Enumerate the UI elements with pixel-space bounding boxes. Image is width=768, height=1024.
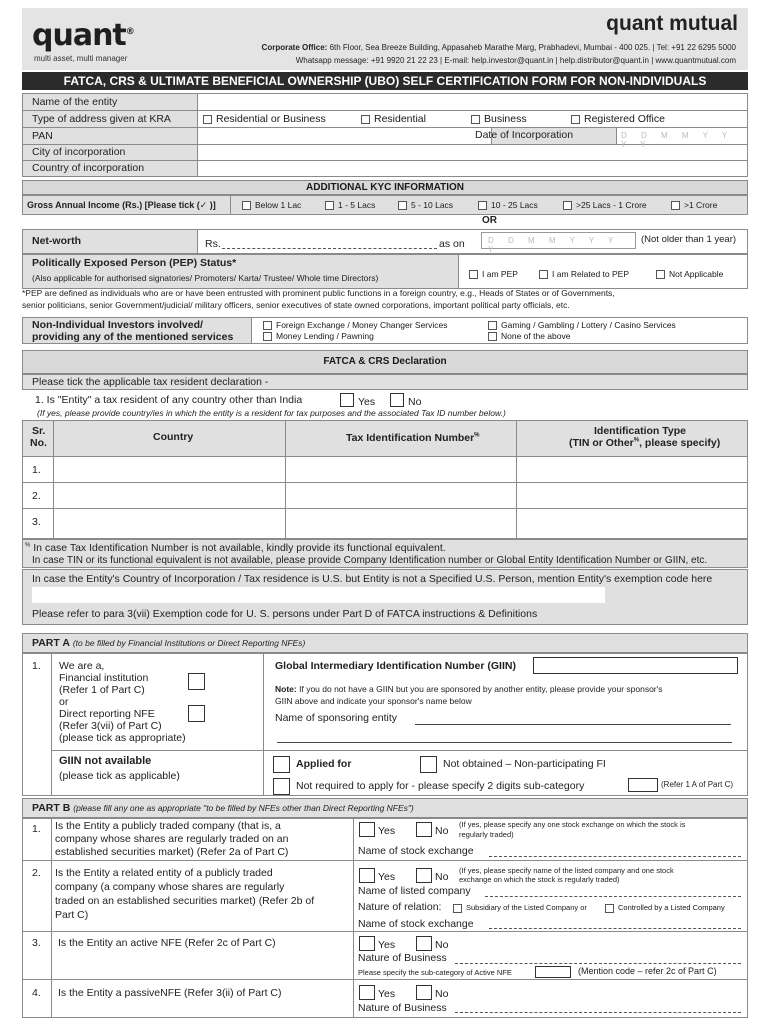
brand-name: quant mutual bbox=[606, 12, 738, 35]
giin-na-sub: (please tick as applicable) bbox=[59, 770, 180, 782]
part-b-q3-text: Is the Entity an active NFE (Refer 2c of Part C) bbox=[58, 937, 276, 949]
exemption-code-input[interactable] bbox=[32, 587, 605, 603]
income-below-1-lac[interactable]: Below 1 Lac bbox=[242, 200, 301, 210]
checkbox[interactable] bbox=[263, 321, 272, 330]
q3-no-checkbox[interactable] bbox=[416, 936, 432, 951]
q2-listed-company-label: Name of listed company bbox=[358, 885, 471, 897]
income-above-1-crore[interactable]: >1 Crore bbox=[671, 200, 717, 210]
not-obtained-label: Not obtained – Non-participating FI bbox=[443, 758, 606, 770]
income-1-5-lacs[interactable]: 1 - 5 Lacs bbox=[325, 200, 375, 210]
col-no: No. bbox=[30, 437, 47, 449]
checkbox[interactable] bbox=[398, 201, 407, 210]
or-label: or bbox=[59, 696, 69, 708]
q4-business-input[interactable] bbox=[455, 1012, 741, 1013]
q1-no-checkbox[interactable] bbox=[416, 822, 432, 837]
part-b-title: PART B (please fill any one as appropriate "to be filled by NFEs other than Direct Reporting NFEs") bbox=[32, 802, 414, 814]
or-separator: OR bbox=[482, 215, 497, 226]
q2-no-label: No bbox=[435, 871, 449, 883]
q2-yes-label: Yes bbox=[378, 871, 396, 883]
address-type-label: Type of address given at KRA bbox=[32, 113, 171, 125]
q3-business-input[interactable] bbox=[455, 963, 741, 964]
city-input[interactable] bbox=[199, 145, 745, 160]
drnfe-label: Direct reporting NFE bbox=[59, 708, 155, 720]
q1-yes-checkbox[interactable] bbox=[359, 822, 375, 837]
q4-no-label: No bbox=[435, 988, 449, 1000]
pep-option-related[interactable]: I am Related to PEP bbox=[539, 269, 629, 279]
checkbox[interactable] bbox=[571, 115, 580, 124]
networth-date-input[interactable]: D D M M Y Y Y Y bbox=[481, 232, 636, 249]
fatca-instruction-row bbox=[22, 374, 748, 390]
part-b-q2-line-3: traded on an established securities market) (Refer 2b of bbox=[55, 895, 315, 907]
header bbox=[22, 8, 748, 70]
services-row bbox=[22, 317, 748, 344]
col-country: Country bbox=[153, 431, 194, 443]
drnfe-checkbox[interactable] bbox=[188, 705, 205, 722]
relation-controlled[interactable]: Controlled by a Listed Company bbox=[605, 903, 725, 913]
q2-no-checkbox[interactable] bbox=[416, 868, 432, 883]
q2-yes-checkbox[interactable] bbox=[359, 868, 375, 883]
part-b-q3-num: 3. bbox=[32, 937, 41, 949]
applied-for-label: Applied for bbox=[296, 758, 352, 770]
fi-checkbox[interactable] bbox=[188, 673, 205, 690]
col-tin: Tax Identification Number% bbox=[346, 432, 480, 444]
part-b-q4-num: 4. bbox=[32, 987, 41, 999]
sponsor-input[interactable] bbox=[415, 724, 731, 725]
part-b-q2-line-2: company (a company whose shares are regularly bbox=[55, 881, 285, 893]
tin-footnote-1: % In case Tax Identification Number is not available, kindly provide its functional equivalent. bbox=[25, 542, 446, 554]
tax-resident-question: 1. Is "Entity" a tax resident of any country other than India bbox=[35, 394, 303, 406]
q4-yes-label: Yes bbox=[378, 988, 396, 1000]
checkbox[interactable] bbox=[656, 270, 665, 279]
tax-resident-no-checkbox[interactable] bbox=[390, 393, 404, 407]
we-are: We are a, bbox=[59, 660, 105, 672]
pep-definition-1: *PEP are defined as individuals who are or have been entrusted with prominent public functions in a foreign country, e.g., Heads of States or of Governments, bbox=[22, 288, 615, 298]
fatca-instruction: Please tick the applicable tax resident declaration - bbox=[32, 376, 269, 388]
kyc-heading: ADDITIONAL KYC INFORMATION bbox=[22, 180, 748, 195]
networth-row bbox=[22, 229, 748, 254]
service-gaming[interactable]: Gaming / Gambling / Lottery / Casino Services bbox=[488, 320, 676, 330]
part-b-q2-num: 2. bbox=[32, 867, 41, 879]
networth-amount-input[interactable] bbox=[222, 248, 437, 249]
col-id-type-sub: (TIN or Other%, please specify) bbox=[569, 437, 721, 449]
service-money-lending[interactable]: Money Lending / Pawning bbox=[263, 331, 374, 341]
checkbox[interactable] bbox=[469, 270, 478, 279]
part-b-q2-line-1: Is the Entity a related entity of a publicly traded bbox=[55, 867, 273, 879]
q2-stock-exchange-label: Name of stock exchange bbox=[358, 918, 474, 930]
entity-name-input[interactable] bbox=[199, 95, 745, 109]
checkbox[interactable] bbox=[471, 115, 480, 124]
tax-resident-yes-checkbox[interactable] bbox=[340, 393, 354, 407]
q2-relation-label: Nature of relation: bbox=[358, 901, 442, 913]
part-b-q1-line-2: company whose shares are regularly traded on an bbox=[55, 833, 289, 845]
address-option-registered[interactable]: Registered Office bbox=[571, 113, 665, 125]
q1-stock-exchange-input[interactable] bbox=[489, 856, 741, 857]
checkbox[interactable] bbox=[263, 332, 272, 341]
q1-stock-exchange-label: Name of stock exchange bbox=[358, 845, 474, 857]
entity-name-label: Name of the entity bbox=[32, 96, 118, 108]
q1-note-1: (If yes, please specify any one stock exchange on which the stock is bbox=[459, 820, 686, 829]
corp-address: 6th Floor, Sea Breeze Building, Appasaheb Marathe Marg, Prabhadevi, Mumbai - 400 025. | Tel: +91 22 6295 5000 bbox=[329, 43, 736, 52]
part-b-header bbox=[22, 798, 748, 818]
doi-label: Date of Incorporation bbox=[475, 129, 574, 141]
table-row-1: 1. bbox=[32, 464, 41, 476]
giin-input[interactable] bbox=[533, 657, 738, 674]
pan-label: PAN bbox=[32, 130, 53, 142]
registered-mark: ® bbox=[125, 27, 134, 37]
income-25-lacs-1-crore[interactable]: >25 Lacs - 1 Crore bbox=[563, 200, 647, 210]
drnfe-ref: (Refer 3(vii) of Part C) bbox=[59, 720, 162, 732]
form-page bbox=[22, 8, 748, 1018]
part-a-header bbox=[22, 633, 748, 653]
checkbox[interactable] bbox=[203, 115, 212, 124]
corp-label: Corporate Office: bbox=[261, 43, 328, 52]
table-row-2: 2. bbox=[32, 490, 41, 502]
part-a-body bbox=[22, 653, 748, 796]
address-option-business[interactable]: Business bbox=[471, 113, 527, 125]
pep-row bbox=[22, 254, 748, 289]
checkbox[interactable] bbox=[453, 904, 462, 913]
part-b-body bbox=[22, 818, 748, 1018]
pep-sub: (Also applicable for authorised signatories/ Promoters/ Karta/ Trustee/ Whole time Directors) bbox=[32, 273, 379, 283]
networth-prefix: Rs. bbox=[205, 238, 221, 250]
networth-label: Net-worth bbox=[32, 235, 81, 247]
giin-not-available: GIIN not available bbox=[59, 755, 152, 767]
checkbox[interactable] bbox=[488, 332, 497, 341]
q4-no-checkbox[interactable] bbox=[416, 985, 432, 1000]
mention-code: (Mention code – refer 2c of Part C) bbox=[578, 966, 717, 976]
contact-line: Whatsapp message: +91 9920 21 22 23 | E-mail: help.investor@quant.in | help.distributor@quant.in | www.quantmutual.com bbox=[295, 56, 736, 65]
q4-business-label: Nature of Business bbox=[358, 1002, 447, 1014]
checkbox[interactable] bbox=[605, 904, 614, 913]
giin-label: Global Intermediary Identification Number (GIIN) bbox=[275, 660, 516, 672]
pep-label: Politically Exposed Person (PEP) Status* bbox=[32, 257, 237, 269]
tagline: multi asset, multi manager bbox=[34, 54, 128, 63]
checkbox[interactable] bbox=[361, 115, 370, 124]
services-label-2: providing any of the mentioned services bbox=[32, 331, 234, 343]
address-option-res-business[interactable]: Residential or Business bbox=[203, 113, 326, 125]
income-10-25-lacs[interactable]: 10 - 25 Lacs bbox=[478, 200, 538, 210]
pep-definition-2: senior politicians, senior Government/judicial/ military officers, senior executives of state owned corporations, important political party officials, etc. bbox=[22, 300, 570, 310]
logo-text: quant bbox=[32, 18, 126, 53]
sub-category-input[interactable] bbox=[628, 778, 658, 792]
exemption-refer: Please refer to para 3(vii) Exemption code for U. S. persons under Part D of FATCA instructions & Definitions bbox=[32, 608, 538, 620]
checkbox[interactable] bbox=[563, 201, 572, 210]
sponsor-label: Name of sponsoring entity bbox=[275, 712, 397, 724]
relation-subsidiary[interactable]: Subsidiary of the Listed Company or bbox=[453, 903, 587, 913]
income-row bbox=[22, 195, 748, 215]
not-required-checkbox[interactable] bbox=[273, 778, 290, 795]
pep-option-na[interactable]: Not Applicable bbox=[656, 269, 723, 279]
tin-footnote-2: In case TIN or its functional equivalent is not available, please provide Company Identification number or Global Entity Identification Number or GIIN, etc. bbox=[32, 555, 708, 566]
part-b-q1-num: 1. bbox=[32, 823, 41, 835]
checkbox[interactable] bbox=[539, 270, 548, 279]
income-5-10-lacs[interactable]: 5 - 10 Lacs bbox=[398, 200, 453, 210]
part-b-q1-line-3: established securities market) (Refer 2a of Part C) bbox=[55, 846, 289, 858]
exemption-row bbox=[22, 569, 748, 625]
tax-resident-note: (If yes, please provide country/ies in which the entity is a resident for tax purposes and the associated Tax ID number below.) bbox=[37, 408, 506, 418]
networth-as-on: as on bbox=[439, 238, 465, 250]
city-label: City of incorporation bbox=[32, 146, 126, 158]
tax-resident-no-label: No bbox=[408, 396, 422, 408]
checkbox[interactable] bbox=[325, 201, 334, 210]
entity-details-block bbox=[22, 93, 748, 177]
pep-option-pep[interactable]: I am PEP bbox=[469, 269, 518, 279]
country-label: Country of incorporation bbox=[32, 162, 145, 174]
row-1-tin-input[interactable] bbox=[286, 457, 515, 481]
q2-note-2: exchange on which the stock is regularly traded) bbox=[459, 875, 620, 884]
corporate-info bbox=[262, 41, 736, 67]
fatca-heading: FATCA & CRS Declaration bbox=[22, 350, 748, 374]
doi-input[interactable]: D D M M Y Y Y Y bbox=[621, 131, 734, 149]
checkbox[interactable] bbox=[488, 321, 497, 330]
checkbox[interactable] bbox=[478, 201, 487, 210]
address-option-residential[interactable]: Residential bbox=[361, 113, 426, 125]
giin-note-2: GIIN above and indicate your sponsor's name below bbox=[275, 696, 472, 706]
q2-note-1: (If yes, please specify name of the listed company and one stock bbox=[459, 866, 674, 875]
country-input[interactable] bbox=[199, 161, 745, 176]
tax-residency-table bbox=[22, 420, 748, 539]
q3-yes-checkbox[interactable] bbox=[359, 936, 375, 951]
refer-1a: (Refer 1 A of Part C) bbox=[661, 780, 734, 789]
quant-logo bbox=[32, 18, 134, 53]
row-1-country-input[interactable] bbox=[54, 457, 284, 481]
not-required-label: Not required to apply for - please specify 2 digits sub-category bbox=[296, 780, 585, 792]
part-a-title: PART A (to be filled by Financial Institutions or Direct Reporting NFEs) bbox=[32, 637, 306, 649]
part-b-q2-line-4: Part C) bbox=[55, 909, 89, 921]
not-obtained-checkbox[interactable] bbox=[420, 756, 437, 773]
q4-yes-checkbox[interactable] bbox=[359, 985, 375, 1000]
active-sub-category-input[interactable] bbox=[535, 966, 571, 978]
fi-label: Financial institution bbox=[59, 672, 149, 684]
income-label: Gross Annual Income (Rs.) [Please tick (✓ )] bbox=[27, 200, 216, 210]
q3-yes-label: Yes bbox=[378, 939, 396, 951]
fi-ref: (Refer 1 of Part C) bbox=[59, 684, 145, 696]
service-none[interactable]: None of the above bbox=[488, 331, 570, 341]
q1-note-2: regularly traded) bbox=[459, 830, 514, 839]
checkbox[interactable] bbox=[242, 201, 251, 210]
q1-no-label: No bbox=[435, 825, 449, 837]
q3-no-label: No bbox=[435, 939, 449, 951]
q2-stock-exchange-input[interactable] bbox=[489, 928, 741, 929]
tax-resident-yes-label: Yes bbox=[358, 396, 376, 408]
part-b-q4-text: Is the Entity a passiveNFE (Refer 3(ii) of Part C) bbox=[58, 987, 282, 999]
active-sub-category-label: Please specify the sub-category of Active NFE bbox=[358, 968, 512, 977]
sponsor-input-line-2[interactable] bbox=[277, 742, 732, 743]
form-title: FATCA, CRS & ULTIMATE BENEFICIAL OWNERSHIP (UBO) SELF CERTIFICATION FORM FOR NON-INDIVIDUALS bbox=[22, 72, 748, 90]
q2-listed-company-input[interactable] bbox=[485, 896, 741, 897]
service-forex[interactable]: Foreign Exchange / Money Changer Services bbox=[263, 320, 448, 330]
tin-footnote-row bbox=[22, 539, 748, 568]
q3-business-label: Nature of Business bbox=[358, 952, 447, 964]
part-b-q1-line-1: Is the Entity a publicly traded company (that is, a bbox=[55, 820, 281, 832]
exemption-text: In case the Entity's Country of Incorporation / Tax residence is U.S. but Entity is not a Specified U.S. Person, mention Entity's exemption code here bbox=[32, 573, 713, 585]
applied-for-checkbox[interactable] bbox=[273, 756, 290, 773]
table-row-3: 3. bbox=[32, 516, 41, 528]
checkbox[interactable] bbox=[671, 201, 680, 210]
q1-yes-label: Yes bbox=[378, 825, 396, 837]
tick-appropriate: (please tick as appropriate) bbox=[59, 732, 186, 744]
col-id-type: Identification Type bbox=[594, 425, 686, 437]
services-label-1: Non-Individual Investors involved/ bbox=[32, 319, 203, 331]
networth-note: (Not older than 1 year) bbox=[641, 234, 737, 245]
col-sr: Sr. bbox=[32, 425, 46, 437]
giin-note-1: Note: If you do not have a GIIN but you are sponsored by another entity, please provide your sponsor's bbox=[275, 684, 663, 694]
part-a-num: 1. bbox=[32, 660, 41, 672]
row-1-idtype-input[interactable] bbox=[517, 457, 746, 481]
pan-input[interactable] bbox=[199, 128, 489, 143]
